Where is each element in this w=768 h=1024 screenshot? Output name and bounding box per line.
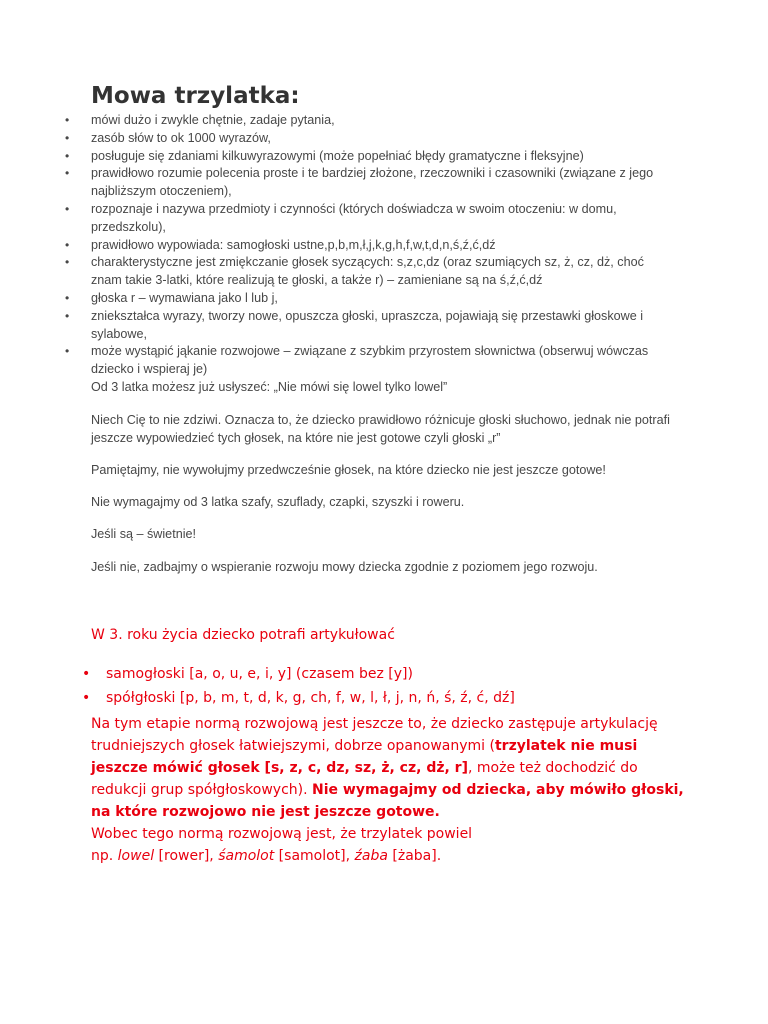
bullet-icon: • bbox=[82, 666, 91, 682]
development-list bbox=[62, 112, 662, 379]
warning-bold-text: Nie wymagajmy od dziecka, aby mówiło głoski, na które rozwojowo nie jest jeszcze gotowe. bbox=[91, 782, 684, 820]
articulation-list bbox=[78, 662, 718, 710]
list-item bbox=[78, 662, 718, 686]
list-item bbox=[62, 290, 662, 308]
list-item bbox=[78, 686, 718, 710]
list-item-text: spółgłoski [p, b, m, t, d, k, g, ch, f, w, l, ł, j, n, ń, ś, ź, ć, dź] bbox=[106, 690, 515, 706]
norm-text: Na tym etapie normą rozwojową jest jeszcze to, że dziecko zastępuje artykulację trudniejszych głosek łatwiejszymi, dobrze opanowanymi ( bbox=[91, 716, 658, 754]
list-item-text: głoska r – wymawiana jako l lub j, bbox=[91, 290, 278, 305]
list-item-text: charakterystyczne jest zmiękczanie głosek syczących: s,z,c,dz (oraz szumiących sz, ż, cz, dż, choć znam takie 3-latki, które realizują te głoski, a także r) – zamieniane są na ś,ź,ć,dź bbox=[91, 255, 644, 288]
paragraph-niech: Niech Cię to nie zdziwi. Oznacza to, że dziecko prawidłowo różnicuje głoski słuchowo, jednak nie potrafi jeszcze wypowiedzieć tych głosek, na które nie jest gotowe czyli głoski „r” bbox=[91, 413, 670, 445]
list-item-text: zniekształca wyrazy, tworzy nowe, opuszcza głoski, upraszcza, pojawiają się przestawki głoskowe i sylabowe, bbox=[91, 308, 644, 341]
example-gloss: [żaba]. bbox=[387, 848, 442, 864]
list-item bbox=[62, 343, 662, 379]
example-gloss: [samolot], bbox=[274, 848, 355, 864]
paragraph-jesli-sa: Jeśli są – świetnie! bbox=[91, 527, 196, 541]
bullet-icon: • bbox=[65, 166, 70, 181]
example-gloss: [rower], bbox=[154, 848, 219, 864]
list-item-text: posługuje się zdaniami kilkuwyrazowymi (może popełniać błędy gramatyczne i fleksyjne) bbox=[91, 148, 584, 163]
paragraph-nie-wymagajmy: Nie wymagajmy od 3 latka szafy, szuflady, czapki, szyszki i roweru. bbox=[91, 495, 465, 509]
bullet-icon: • bbox=[65, 237, 70, 252]
example-word: lowel bbox=[117, 848, 155, 864]
list-item-text: samogłoski [a, o, u, e, i, y] (czasem bez [y]) bbox=[106, 666, 413, 682]
example-word: śamolot bbox=[218, 848, 275, 864]
example-word: źaba bbox=[354, 848, 388, 864]
bullet-icon: • bbox=[65, 290, 70, 305]
articulation-heading: W 3. roku życia dziecko potrafi artykułować bbox=[91, 627, 395, 643]
norm-bold-text: trzylatek nie musi jeszcze mówić głosek [s, z, c, dz, sz, ż, cz, dż, r] bbox=[91, 738, 638, 776]
paragraph-jesli-nie: Jeśli nie, zadbajmy o wspieranie rozwoju mowy dziecka zgodnie z poziomem jego rozwoju. bbox=[91, 560, 598, 574]
bullet-icon: • bbox=[65, 113, 70, 127]
list-item bbox=[62, 201, 662, 237]
list-item bbox=[62, 237, 662, 255]
bullet-icon: • bbox=[65, 255, 70, 270]
list-item-text: zasób słów to ok 1000 wyrazów, bbox=[91, 130, 271, 145]
list-item-text: rozpoznaje i nazywa przedmioty i czynności (których doświadcza w swoim otoczeniu: w domu, przedszkolu), bbox=[91, 201, 617, 234]
page-title: Mowa trzylatka: bbox=[91, 83, 300, 109]
list-item bbox=[62, 165, 662, 201]
list-item-text: mówi dużo i zwykle chętnie, zadaje pytania, bbox=[91, 113, 335, 127]
norm-text: Wobec tego normą rozwojową jest, że trzylatek powiel bbox=[91, 826, 473, 842]
bullet-icon: • bbox=[65, 130, 70, 145]
bullet-icon: • bbox=[65, 308, 70, 323]
list-item-text: może wystąpić jąkanie rozwojowe – związane z szybkim przyrostem słownictwa (obserwuj wówczas dziecko i wspieraj je) bbox=[91, 344, 649, 377]
list-item bbox=[62, 148, 662, 166]
norm-text: , może też dochodzić do redukcji grup spółgłoskowych). bbox=[91, 760, 638, 798]
bullet-icon: • bbox=[65, 201, 70, 216]
bullet-icon: • bbox=[65, 148, 70, 163]
list-item-text: prawidłowo rozumie polecenia proste i te bardziej złożone, rzeczowniki i czasowniki (związane z jego najbliższym otoczeniem), bbox=[91, 166, 654, 199]
bullet-icon: • bbox=[65, 344, 70, 359]
example-prefix: np. bbox=[91, 848, 118, 864]
list-item-text: prawidłowo wypowiada: samogłoski ustne,p,b,m,ł,j,k,g,h,f,w,t,d,n,ś,ź,ć,dź bbox=[91, 237, 496, 252]
norm-paragraph bbox=[91, 713, 691, 867]
list-item bbox=[62, 130, 662, 148]
bullet-icon: • bbox=[82, 690, 91, 706]
paragraph-pamietajmy: Pamiętajmy, nie wywołujmy przedwcześnie głosek, na które dziecko nie jest jeszcze gotowe! bbox=[91, 463, 606, 477]
lowel-line: Od 3 latka możesz już usłyszeć: „Nie mówi się lowel tylko lowel” bbox=[91, 380, 448, 394]
list-item bbox=[62, 254, 662, 290]
list-item bbox=[62, 112, 662, 130]
list-item bbox=[62, 308, 662, 344]
